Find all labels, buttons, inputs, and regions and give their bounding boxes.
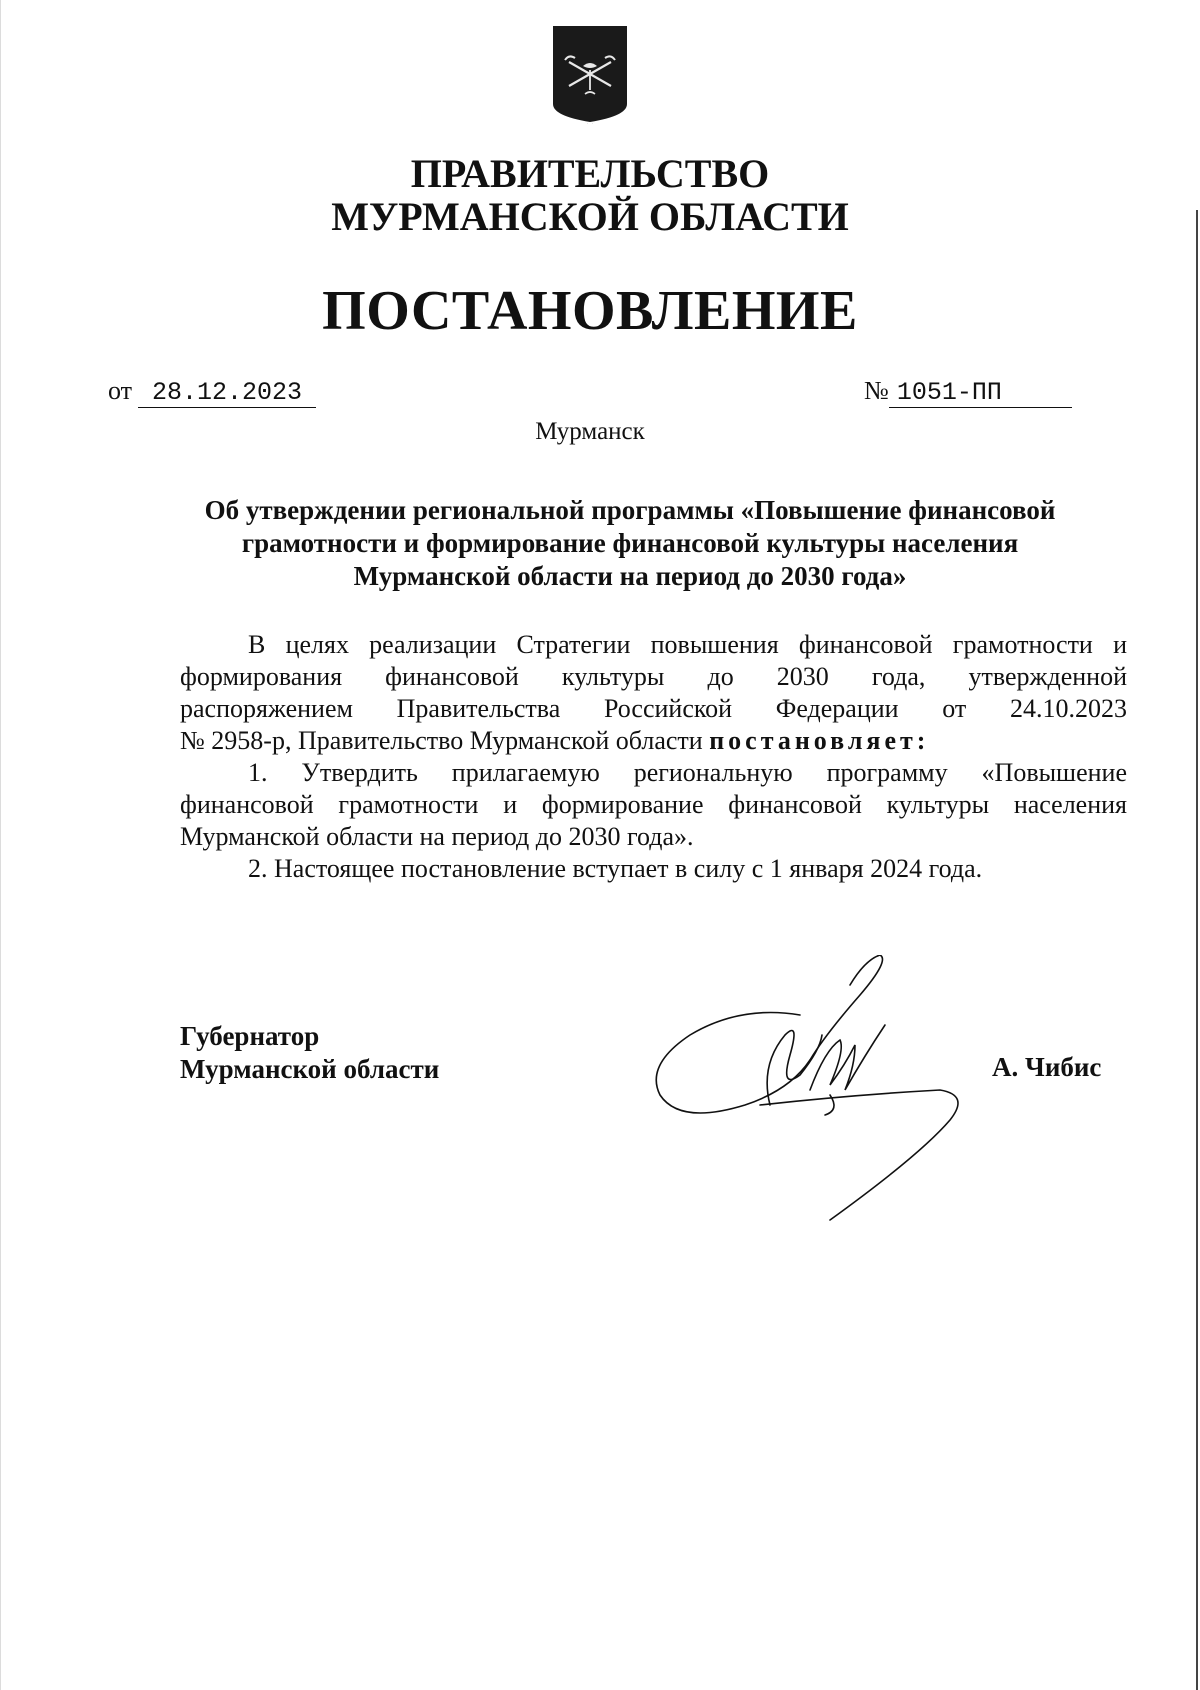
signatory-position [180, 1020, 439, 1086]
decree-word: постановляет: [709, 726, 930, 755]
subject-line-2: грамотности и формирование финансовой культуры населения [241, 528, 1019, 558]
position-line-2: Мурманской области [180, 1054, 440, 1084]
body-line: В целях реализации Стратегии повышения финансовой грамотности и [248, 630, 1127, 659]
body-line-decree [180, 725, 1127, 757]
organization-name [200, 152, 980, 238]
document-type: ПОСТАНОВЛЕНИЕ [322, 280, 858, 342]
subject-line-1: Об утверждении региональной программы «Повышение финансовой [204, 495, 1056, 525]
body-line: 1. Утвердить прилагаемую региональную программу «Повышение [248, 758, 1127, 787]
position-line-1: Губернатор [180, 1021, 320, 1051]
document-subject [160, 494, 1100, 593]
body-text: № 2958-р, Правительство Мурманской области [180, 726, 703, 755]
body-line: Мурманской области на период до 2030 года». [180, 822, 694, 851]
body-line: формирования финансовой культуры до 2030 года, утвержденной [180, 662, 1127, 691]
body-line: 2. Настоящее постановление вступает в силу с 1 января 2024 года. [248, 854, 983, 883]
coat-of-arms-icon [547, 24, 633, 124]
date-label: от [108, 376, 133, 405]
document-number [864, 376, 1072, 408]
body-line: финансовой грамотности и формирование финансовой культуры населения [180, 790, 1127, 819]
date-value: 28.12.2023 [138, 379, 316, 408]
signatory-name: А. Чибис [992, 1052, 1102, 1082]
organization-line-1: ПРАВИТЕЛЬСТВО [410, 151, 770, 196]
scan-edge-right [1196, 210, 1198, 1690]
document-date [108, 376, 316, 408]
number-value: 1051-ПП [889, 379, 1072, 408]
organization-line-2: МУРМАНСКОЙ ОБЛАСТИ [331, 194, 849, 239]
city: Мурманск [535, 418, 645, 445]
subject-line-3: Мурманской области на период до 2030 года» [353, 561, 907, 591]
document-body [180, 629, 1127, 885]
scan-edge-left [0, 0, 1, 1690]
signature-icon [650, 955, 980, 1225]
number-label: № [864, 376, 889, 405]
body-line: распоряжением Правительства Российской Федерации от 24.10.2023 [180, 694, 1127, 723]
